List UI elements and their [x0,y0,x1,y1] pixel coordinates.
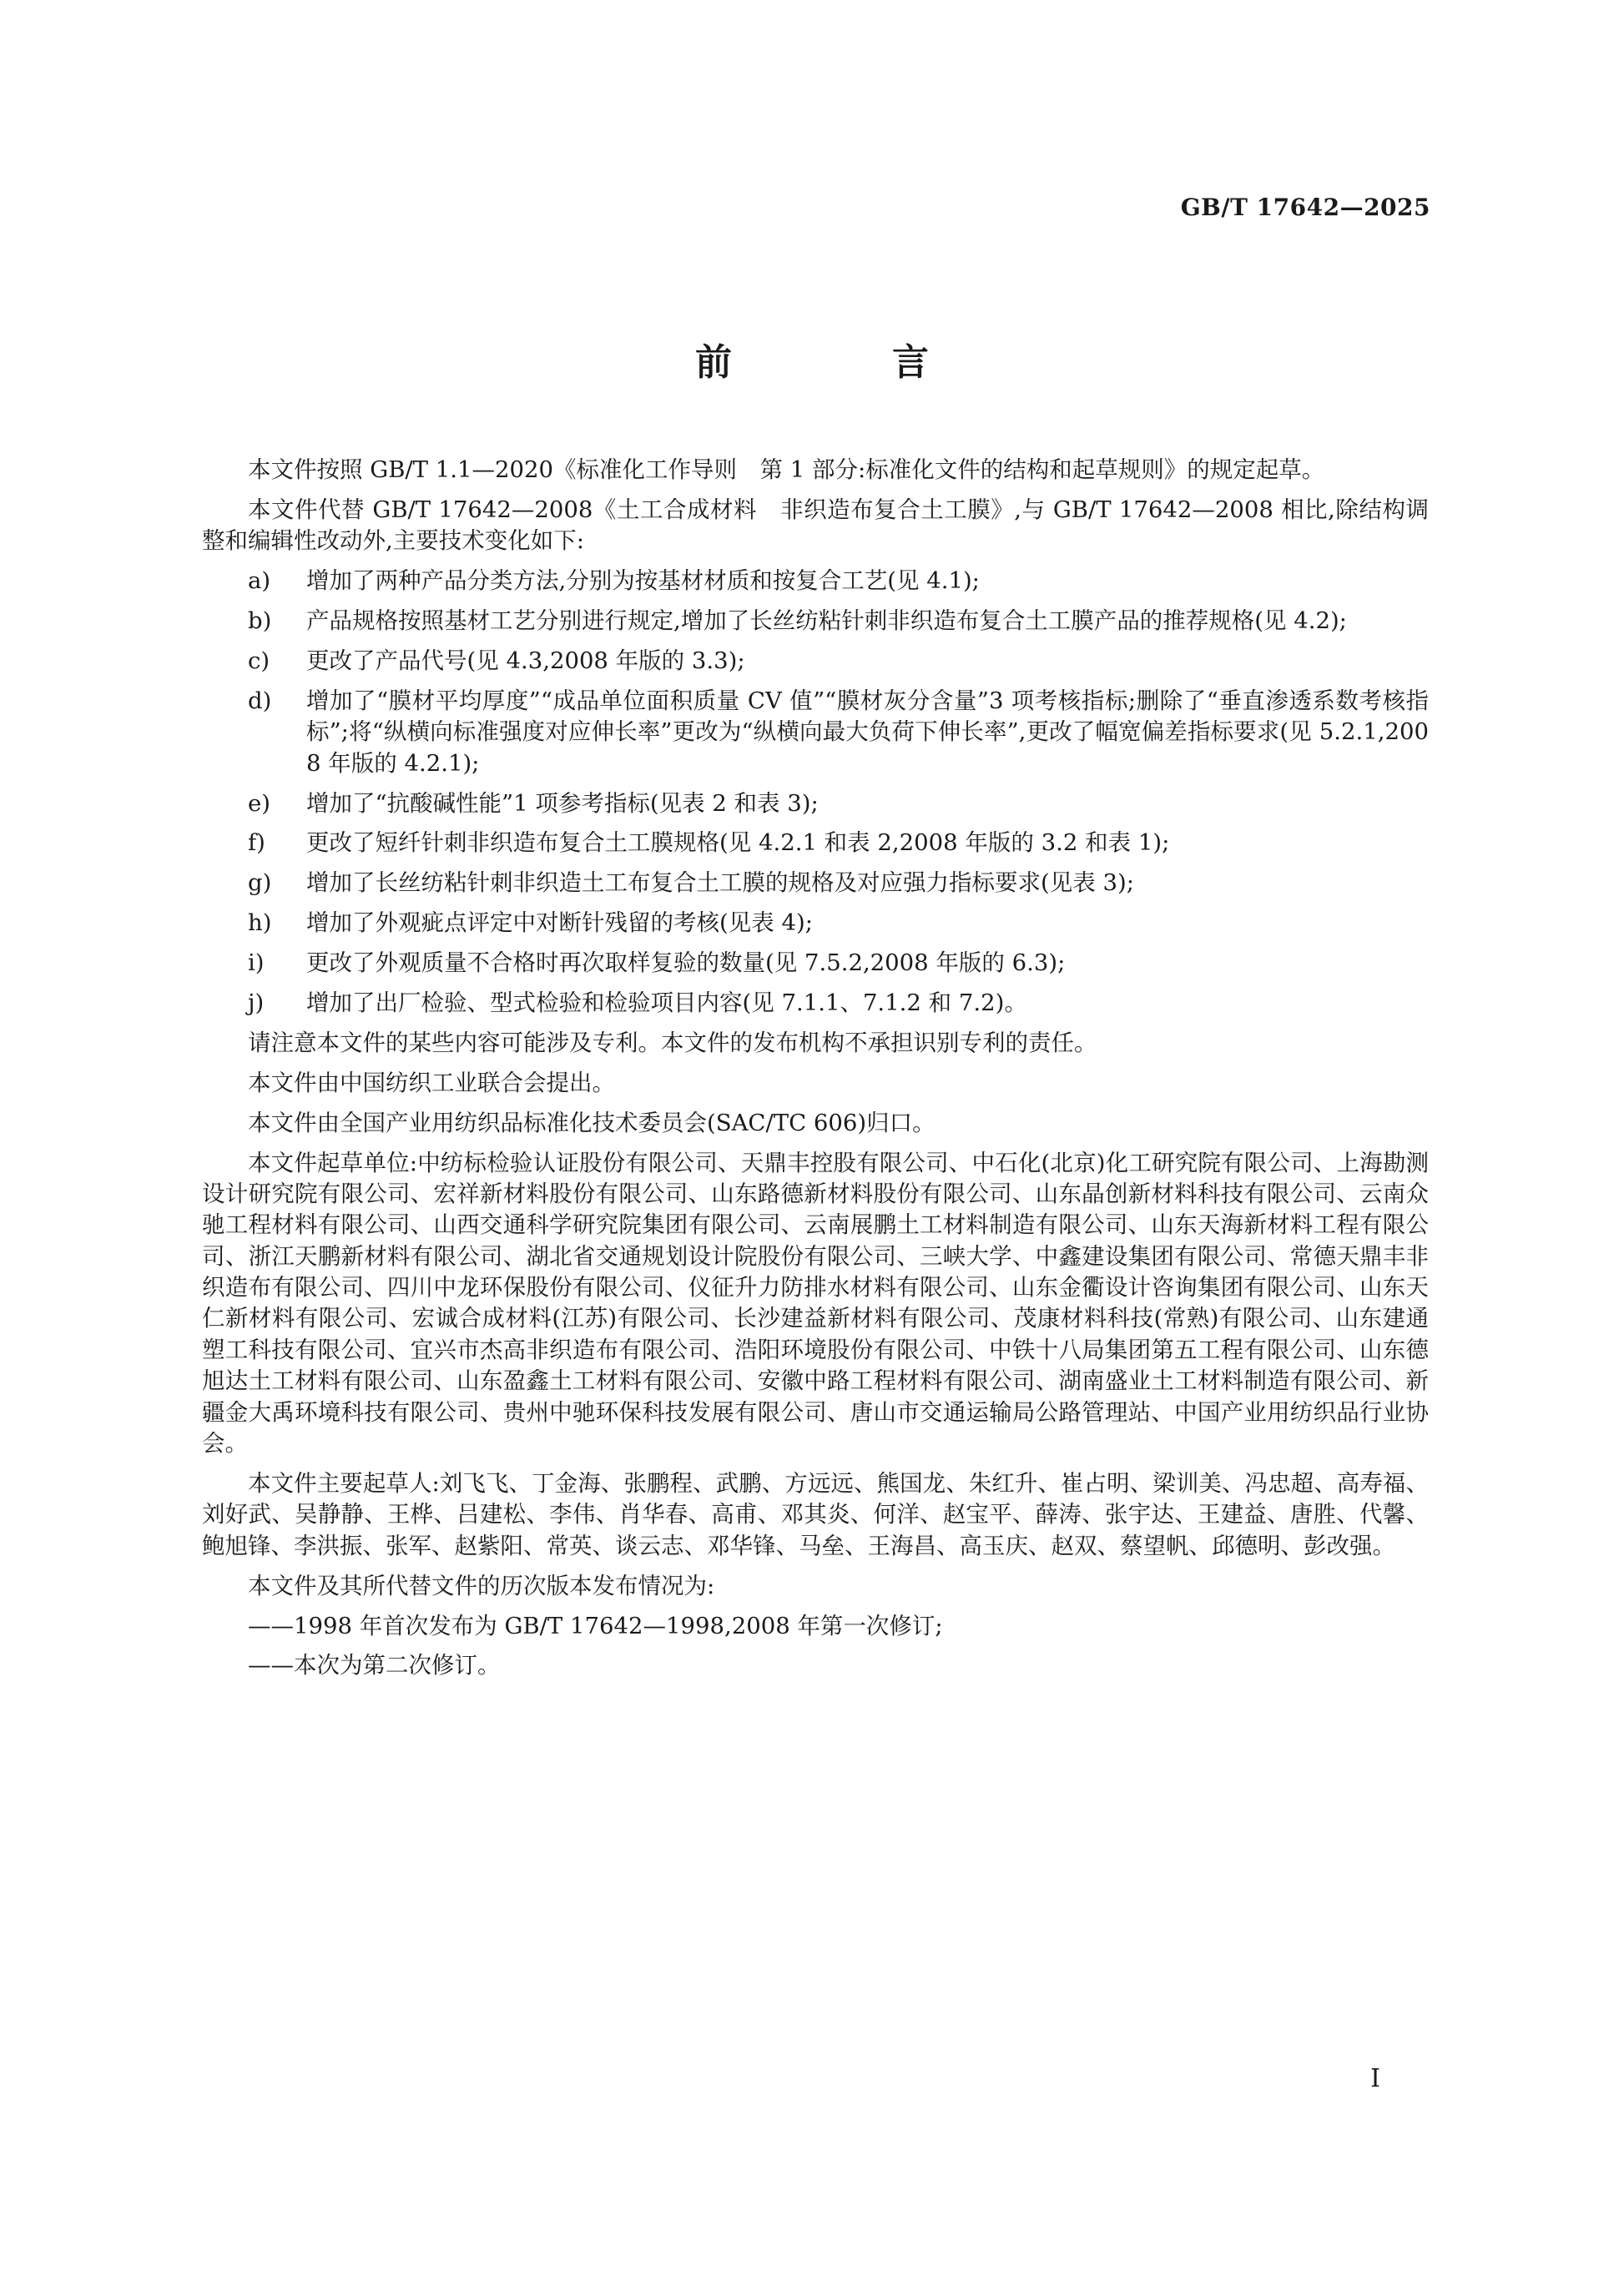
change-item-a [202,566,1429,597]
page-number: I [1370,2064,1380,2093]
change-item-label: a) [248,567,271,595]
change-item-label: c) [248,647,270,674]
change-item-text: 更改了产品代号(见 4.3,2008 年版的 3.3); [306,647,745,674]
change-item-g [202,868,1429,899]
paragraph-committee: 本文件由全国产业用纺织品标准化技术委员会(SAC/TC 606)归口。 [248,1109,936,1136]
paragraph-drafting-rule: 本文件按照 GB/T 1.1—2020《标准化工作导则 第 1 部分:标准化文件的结构和起草规则》的规定起草。 [248,456,1325,483]
change-item-i [202,948,1429,979]
change-item-label: h) [248,909,272,937]
change-item-label: i) [248,949,265,977]
paragraph-replacement: 本文件代替 GB/T 17642—2008《土工合成材料 非织造布复合土工膜》,与 GB/T 17642—2008 相比,除结构调整和编辑性改动外,主要技术变化如下: [202,496,1429,555]
change-item-text: 增加了长丝纺粘针刺非织造土工布复合土工膜的规格及对应强力指标要求(见表 3); [306,869,1134,897]
change-item-c [202,646,1429,677]
change-item-label: f) [248,829,265,857]
paragraph-drafters: 本文件主要起草人:刘飞飞、丁金海、张鹏程、武鹏、方远远、熊国龙、朱红升、崔占明、梁训美、冯忠超、高寿福、刘好武、吴静静、王桦、吕建松、李伟、肖华春、高甫、邓其炎、何洋、赵宝平、薛涛、张宇达、王建益、唐胜、代馨、鲍旭锋、李洪振、张军、赵紫阳、常英、谈云志、邓华锋、马垒、王海昌、高玉庆、赵双、蔡望帆、邱德明、彭改强。 [202,1469,1429,1559]
change-item-f [202,828,1429,858]
paragraph-drafting-units: 本文件起草单位:中纺标检验认证股份有限公司、天鼎丰控股有限公司、中石化(北京)化工研究院有限公司、上海勘测设计研究院有限公司、宏祥新材料股份有限公司、山东路德新材料股份有限公司、山东晶创新材料科技有限公司、云南众驰工程材料有限公司、山西交通科学研究院集团有限公司、云南展鹏土工材料制造有限公司、山东天海新材料工程有限公司、浙江天鹏新材料有限公司、湖北省交通规划设计院股份有限公司、三峡大学、中鑫建设集团有限公司、常德天鼎丰非织造布有限公司、四川中龙环保股份有限公司、仪征升力防排水材料有限公司、山东金衢设计咨询集团有限公司、山东天仁新材料有限公司、宏诚合成材料(江苏)有限公司、长沙建益新材料有限公司、茂康材料科技(常熟)有限公司、山东建通塑工科技有限公司、宜兴市杰高非织造布有限公司、浩阳环境股份有限公司、中铁十八局集团第五工程有限公司、山东德旭达土工材料有限公司、山东盈鑫土工材料有限公司、安徽中路工程材料有限公司、湖南盛业土工材料制造有限公司、新疆金大禹环境科技有限公司、贵州中驰环保科技发展有限公司、唐山市交通运输局公路管理站、中国产业用纺织品行业协会。 [202,1149,1429,1458]
history-item: ——本次为第二次修订。 [248,1652,501,1679]
change-item-j [202,988,1429,1019]
change-item-b [202,606,1429,637]
standard-code: GB/T 17642—2025 [1180,194,1430,221]
change-item-text: 增加了“膜材平均厚度”“成品单位面积质量 CV 值”“膜材灰分含量”3 项考核指标;删除了“垂直渗透系数考核指标”;将“纵横向标准强度对应伸长率”更改为“纵横向最大负荷下伸长率”,更改了幅宽偏差指标要求(见 5.2.1,2008 年版的 4.2.1); [306,687,1429,777]
change-item-text: 更改了外观质量不合格时再次取样复验的数量(见 7.5.2,2008 年版的 6.3); [306,949,1066,977]
change-item-text: 增加了外观疵点评定中对断针残留的考核(见表 4); [306,909,813,937]
change-item-text: 更改了短纤针刺非织造布复合土工膜规格(见 4.2.1 和表 2,2008 年版的 3.2 和表 1); [306,829,1170,857]
paragraph-proposer: 本文件由中国纺织工业联合会提出。 [248,1069,615,1096]
change-item-d [202,686,1429,779]
change-item-label: j) [248,989,265,1016]
change-item-label: d) [248,687,272,714]
paragraph-patent-notice: 请注意本文件的某些内容可能涉及专利。本文件的发布机构不承担识别专利的责任。 [248,1029,1097,1056]
paragraph-history-intro: 本文件及其所代替文件的历次版本发布情况为: [248,1572,715,1599]
change-item-e [202,788,1429,819]
change-item-h [202,908,1429,939]
foreword-body [202,455,1429,1690]
history-item: ——1998 年首次发布为 GB/T 17642—1998,2008 年第一次修订; [248,1612,943,1639]
change-item-label: b) [248,607,272,635]
change-item-text: 增加了出厂检验、型式检验和检验项目内容(见 7.1.1、7.1.2 和 7.2)。 [306,989,1027,1016]
change-item-text: 增加了“抗酸碱性能”1 项参考指标(见表 2 和表 3); [306,789,819,817]
page-title: 前 言 [695,341,991,384]
change-item-text: 产品规格按照基材工艺分别进行规定,增加了长丝纺粘针刺非织造布复合土工膜产品的推荐规格(见 4.2); [306,607,1347,635]
change-item-label: g) [248,869,272,897]
change-item-text: 增加了两种产品分类方法,分别为按基材材质和按复合工艺(见 4.1); [306,567,980,595]
change-item-label: e) [248,789,271,817]
